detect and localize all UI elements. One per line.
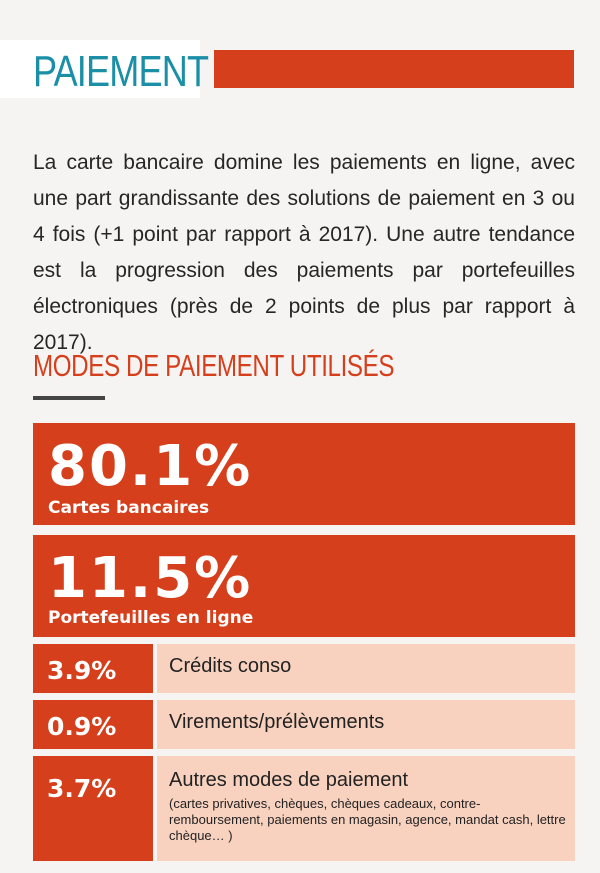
stat-label: Portefeuilles en ligne <box>48 608 254 628</box>
stat-row-virements <box>33 700 575 749</box>
row-label: Autres modes de paiement <box>169 769 409 791</box>
row-label: Crédits conso <box>169 655 292 677</box>
row-detail: (cartes privatives, chèques, chèques cadeaux, contre-remboursement, paiements en magasin, agence, mandat cash, lettre chèque… ) <box>169 796 566 843</box>
stat-percent: 80.1% <box>48 434 253 499</box>
intro-paragraph: La carte bancaire domine les paiements en ligne, avec une part grandissante des solutions de paiement en 3 ou 4 fois (+1 point par rapport à 2017). Une autre tendance est la progression des paiements par portefeuilles électroniques (près de 2 points de plus par rapport à 2017). <box>33 151 575 354</box>
page-title: PAIEMENT <box>33 47 209 96</box>
title-bar-decoration <box>214 50 574 88</box>
section-title-underline <box>33 396 105 400</box>
stat-percent: 11.5% <box>48 546 253 611</box>
stat-card-portefeuilles <box>33 535 575 637</box>
stat-row-credits-conso <box>33 644 575 693</box>
row-percent: 3.9% <box>33 644 153 693</box>
section-title: MODES DE PAIEMENT UTILISÉS <box>33 348 395 383</box>
row-label: Virements/prélèvements <box>169 711 385 733</box>
stat-card-cartes-bancaires <box>33 423 575 525</box>
title-box <box>0 40 209 98</box>
row-text-box <box>157 644 575 693</box>
row-text-box <box>157 756 575 861</box>
row-text-box <box>157 700 575 749</box>
stat-row-autres-modes <box>33 756 575 861</box>
stat-label: Cartes bancaires <box>48 498 210 518</box>
row-percent: 0.9% <box>33 700 153 749</box>
row-percent: 3.7% <box>33 756 153 861</box>
header <box>0 40 600 98</box>
